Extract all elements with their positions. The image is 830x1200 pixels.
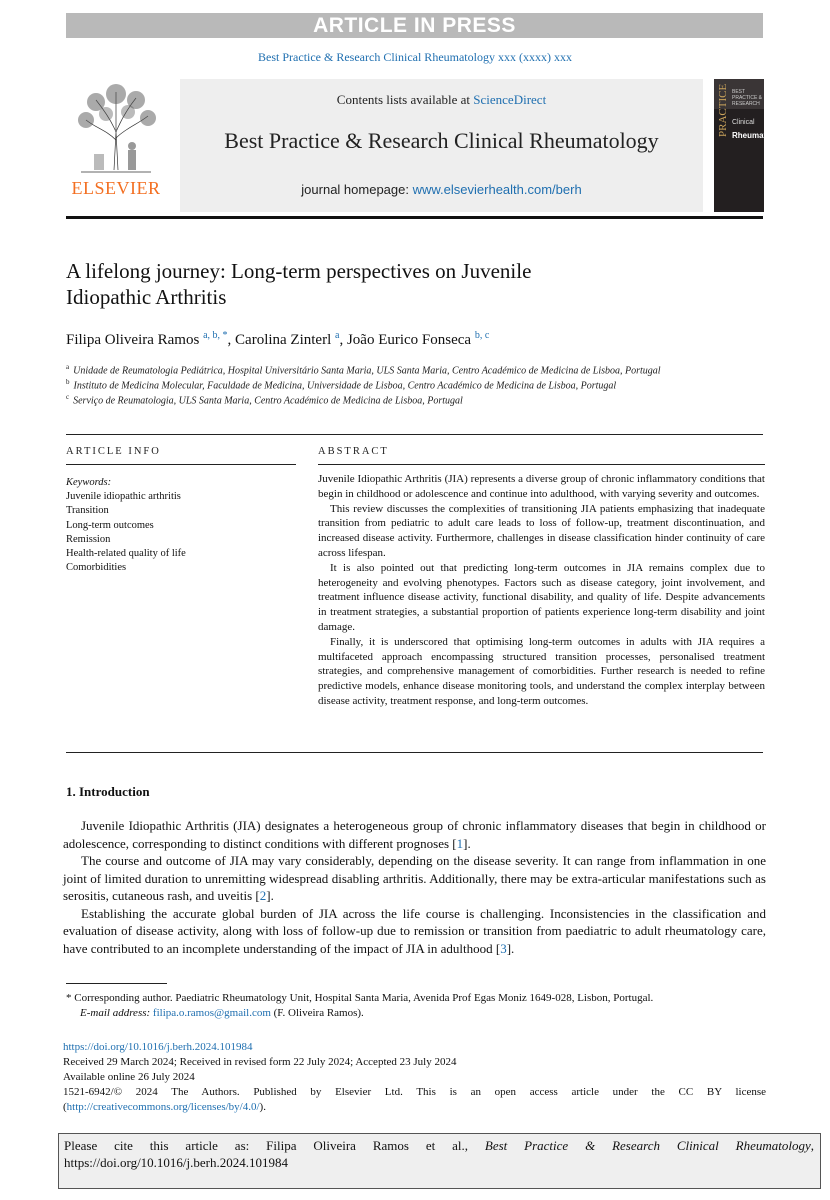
cover-small-text: BEST PRACTICE & RESEARCH — [732, 89, 763, 107]
citation-link[interactable]: 3 — [500, 940, 507, 956]
article-info-rule — [66, 464, 296, 465]
intro-paragraph — [63, 905, 766, 958]
received-dates: Received 29 March 2024; Received in revised form 22 July 2024; Accepted 23 July 2024 — [63, 1056, 457, 1068]
keyword: Comorbidities — [66, 562, 127, 574]
email-line — [66, 1006, 766, 1021]
elsevier-tree-logo — [66, 80, 166, 176]
author-affil-marks[interactable]: a — [335, 330, 340, 341]
affiliation-mark: a — [66, 363, 70, 371]
journal-cover-image — [714, 79, 788, 212]
keyword: Health-related quality of life — [66, 548, 186, 560]
author-affil-marks[interactable]: a, b, * — [203, 330, 228, 341]
affiliation-b — [66, 378, 616, 391]
citation-link[interactable]: 1 — [456, 835, 464, 851]
cover-line1: Clinical — [732, 119, 755, 126]
email-suffix: (F. Oliveira Ramos). — [270, 1007, 364, 1019]
abstract-paragraph: Finally, it is underscored that optimising long-term outcomes in adults with JIA requires a multifaceted approach encompassing structured transition processes, personalised treatment strategies, and comprehensive management of comorbidities. Further research is needed to refine predictive models, enhance disease monitoring tools, and understand the complex interplay between disease activity, treatment response, and long-term outcomes. — [318, 635, 765, 707]
author-name[interactable]: Filipa Oliveira Ramos — [66, 332, 200, 348]
affiliation-mark: c — [66, 393, 70, 401]
introduction-body — [63, 817, 766, 957]
abstract-paragraph: Juvenile Idiopathic Arthritis (JIA) represents a diverse group of chronic inflammatory conditions that begin in childhood or adolescence and continue into adulthood, with varying severity and outcomes. — [318, 473, 765, 500]
journal-title: Best Practice & Research Clinical Rheumatology — [224, 128, 659, 153]
intro-paragraph — [63, 852, 766, 905]
cite-line-1 — [64, 1137, 814, 1154]
license-end: ). — [259, 1101, 266, 1113]
keywords-list — [66, 476, 296, 575]
cite-doi: https://doi.org/10.1016/j.berh.2024.101984 — [64, 1155, 289, 1170]
author-name[interactable]: João Eurico Fonseca — [346, 332, 472, 348]
homepage-link[interactable]: www.elsevierhealth.com/berh — [412, 182, 582, 197]
author-name[interactable]: Carolina Zinterl — [235, 332, 332, 348]
abstract-rule — [318, 464, 765, 465]
intro-text: Establishing the accurate global burden of JIA across the life course is challenging. Inconsistencies in the classification and evaluation of disease activity, along with loss of follow-up due to remission or transition from paediatric to adult rheumatology care, have contributed to an incomplete understanding of the impact of JIA in adulthood [ — [63, 905, 766, 956]
homepage-prefix: journal homepage: — [301, 182, 413, 197]
cover-side-text: PRACTICE — [717, 83, 729, 137]
affiliation-c — [66, 393, 463, 406]
abstract-heading: ABSTRACT — [318, 446, 389, 457]
article-info-heading: ARTICLE INFO — [66, 446, 161, 457]
citation-link[interactable]: 2 — [259, 888, 267, 903]
affiliation-text: Unidade de Reumatologia Pediátrica, Hospital Universitário Santa Maria, ULS Santa Maria, Centro Académico de Medicina de Lisboa, Portugal — [73, 365, 661, 377]
keyword: Long-term outcomes — [66, 519, 154, 531]
journal-reference-link[interactable]: Best Practice & Research Clinical Rheumatology xxx (xxxx) xxx — [258, 50, 572, 64]
intro-text: Juvenile Idiopathic Arthritis (JIA) designates a heterogeneous group of chronic inflammatory diseases that begin in childhood or adolescence, corresponding to distinct conditions with different prognoses [ — [63, 818, 766, 851]
keyword: Transition — [66, 505, 109, 517]
abstract-paragraph: It is also pointed out that predicting long-term outcomes in JIA remains complex due to heterogeneity and evolving phenotypes. Factors such as disease category, joint involvement, and treatment influence disease activity, functional disability, and quality of life. Despite advancements in treatment strategies, a substantial proportion of patients experience long-term disability and joint damage. — [318, 561, 765, 633]
section-rule-top — [66, 434, 763, 435]
homepage-line — [180, 182, 703, 197]
cite-journal: Best Practice & Research Clinical Rheumatology — [484, 1138, 811, 1153]
corresponding-author-text: * Corresponding author. Paediatric Rheumatology Unit, Hospital Santa Maria, Avenida Prof Egas Moniz 1649-028, Lisbon, Portugal. — [66, 992, 654, 1004]
intro-text-end: ]. — [266, 888, 274, 903]
abstract-body — [318, 472, 765, 709]
sciencedirect-link[interactable]: ScienceDirect — [473, 92, 547, 107]
article-title — [66, 258, 706, 310]
available-online: Available online 26 July 2024 — [63, 1071, 195, 1083]
affiliation-a — [66, 363, 661, 376]
affiliation-mark: b — [66, 378, 70, 386]
keyword: Remission — [66, 533, 111, 545]
license-link-line: (http://creativecommons.org/licenses/by/4.0/). — [63, 1101, 266, 1113]
header-rule — [66, 216, 763, 219]
cite-text — [64, 1137, 814, 1171]
keywords-label: Keywords: — [66, 477, 112, 488]
doi-link[interactable]: https://doi.org/10.1016/j.berh.2024.101984 — [63, 1041, 253, 1053]
introduction-heading: 1. Introduction — [66, 784, 150, 799]
intro-paragraph — [63, 817, 766, 852]
title-line-2: Idiopathic Arthritis — [66, 285, 227, 309]
abstract-paragraph: This review discusses the complexities of transitioning JIA patients emphasizing that inadequate transition from pediatric to adult care leads to loss of follow-up, treatment discontinuation, and increased disease activity. Furthermore, challenges in disease classification hinder continuity of care across lifespan. — [318, 502, 765, 559]
keyword: Juvenile idiopathic arthritis — [66, 491, 181, 503]
elsevier-wordmark: ELSEVIER — [71, 178, 161, 198]
contents-prefix: Contents lists available at — [336, 92, 474, 107]
email-label: E-mail address: — [80, 1007, 153, 1019]
article-in-press-banner: ARTICLE IN PRESS — [66, 13, 763, 38]
email-link[interactable]: filipa.o.ramos@gmail.com — [152, 1007, 271, 1019]
author-list: Filipa Oliveira Ramos $^{a, b, *}$, Carolina Zinterl $^a$, João Eurico Fonseca $^{b, c}$ — [66, 330, 490, 348]
intro-text-end: ]. — [506, 940, 515, 956]
cite-suffix: , — [810, 1138, 814, 1153]
author-affil-marks[interactable]: b, c — [474, 330, 490, 341]
cite-prefix: Please cite this article as: Filipa Oliveira Ramos et al., — [64, 1138, 485, 1153]
license-link[interactable]: http://creativecommons.org/licenses/by/4.0/ — [66, 1101, 260, 1113]
intro-text-end: ]. — [463, 835, 471, 851]
footnote-rule — [66, 983, 167, 984]
affiliation-text: Instituto de Medicina Molecular, Faculdade de Medicina, Universidade de Lisboa, Centro Académico de Medicina de Lisboa, Portugal — [73, 380, 617, 392]
title-line-1: A lifelong journey: Long-term perspectives on Juvenile — [66, 259, 532, 283]
contents-line — [180, 92, 703, 108]
intro-text: The course and outcome of JIA may vary considerably, depending on the disease severity. It can range from inflammation in one joint of limited duration to unremitting widespread disabling arthritis. Additionally, there may be extra-articular manifestations such as serositis, cutaneous rash, and uveitis [ — [63, 853, 766, 903]
affiliation-text: Serviço de Reumatologia, ULS Santa Maria, Centro Académico de Medicina de Lisboa, Portugal — [73, 395, 463, 407]
corresponding-author-footnote — [66, 991, 766, 1021]
license-line: 1521-6942/© 2024 The Authors. Published by Elsevier Ltd. This is an open access article under the CC BY license — [63, 1086, 766, 1098]
publication-info — [63, 1040, 766, 1115]
section-rule-bottom — [66, 752, 763, 753]
cover-line2: Rheumatology — [732, 131, 788, 140]
